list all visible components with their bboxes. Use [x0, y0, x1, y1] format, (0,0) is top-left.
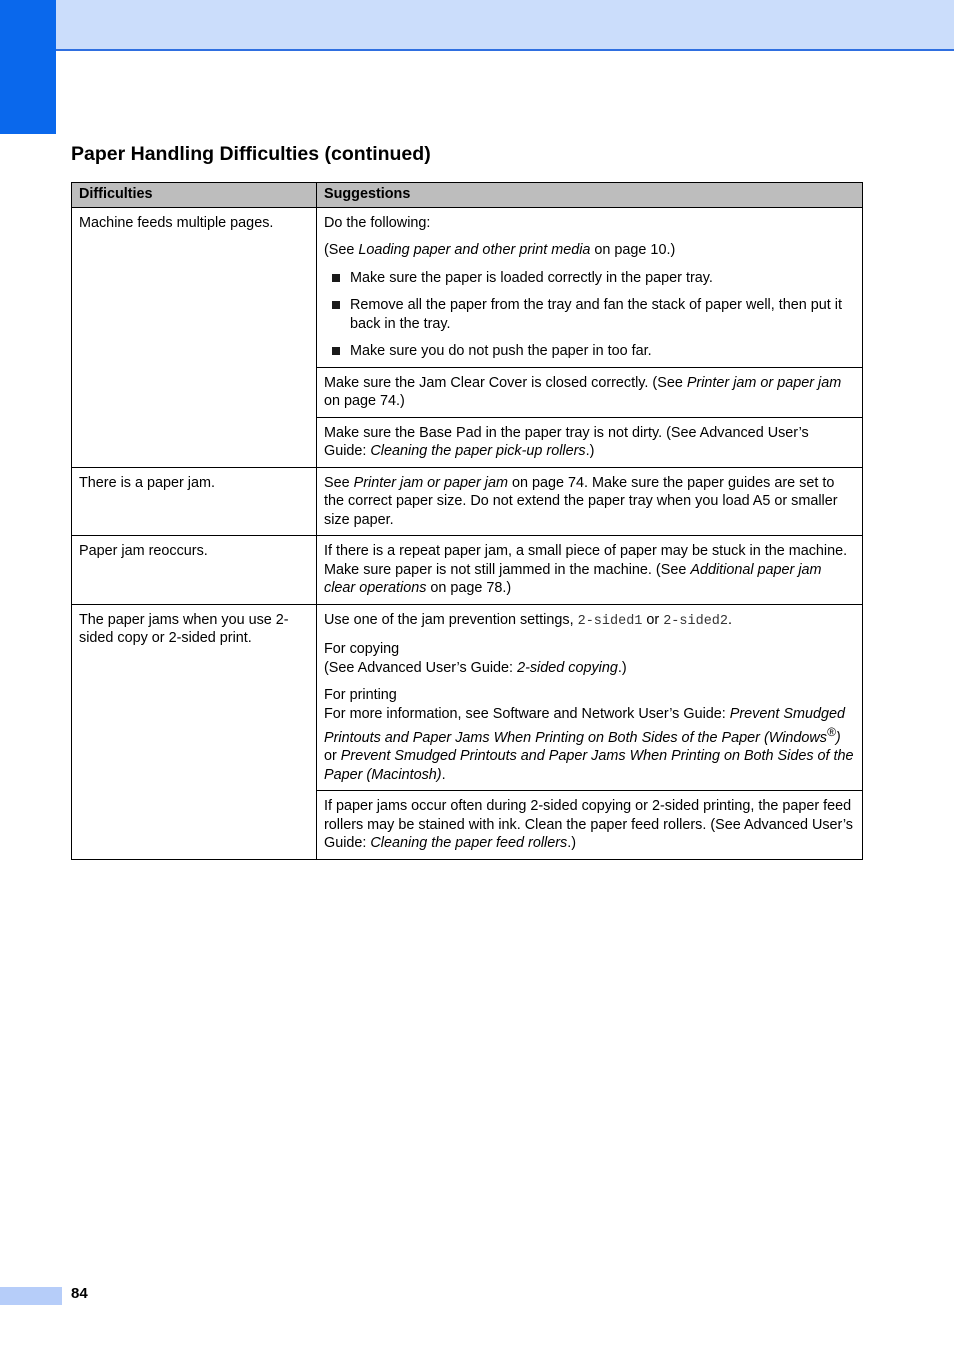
suggestion-cell: See Printer jam or paper jam on page 74. Make sure the paper guides are set to the correct paper size. Do not extend the paper tray when you load A5 or smaller size paper.: [317, 467, 863, 536]
list-item: Remove all the paper from the tray and fan the stack of paper well, then put it back in the tray.: [324, 296, 855, 333]
copying-section: For copying (See Advanced User’s Guide: 2-sided copying.): [324, 641, 627, 676]
suggestion-cell: If paper jams occur often during 2-sided copying or 2-sided printing, the paper feed rollers may be stained with ink. Clean the paper feed rollers. (See Advanced User’s Guide: Cleaning the paper feed rollers.): [317, 791, 863, 860]
suggestion-cell: Make sure the Base Pad in the paper tray is not dirty. (See Advanced User’s Guide: Cleaning the paper pick-up rollers.): [317, 417, 863, 467]
difficulty-cell: Machine feeds multiple pages.: [72, 207, 317, 467]
difficulty-cell: Paper jam reoccurs.: [72, 536, 317, 605]
header-difficulties: Difficulties: [72, 183, 317, 208]
suggestion-reference: (See Loading paper and other print media on page 10.): [324, 242, 676, 258]
suggestion-list: [324, 269, 855, 361]
square-bullet-icon: [332, 274, 340, 282]
table-row: [72, 604, 863, 791]
difficulty-cell: The paper jams when you use 2-sided copy or 2-sided print.: [72, 604, 317, 859]
footer-band: [0, 1287, 62, 1305]
header-suggestions: Suggestions: [317, 183, 863, 208]
setting-2-sided1: 2-sided1: [577, 613, 643, 629]
jam-prevention-settings: Use one of the jam prevention settings, 2-sided1 or 2-sided2.: [324, 611, 733, 629]
troubleshooting-table: [71, 182, 863, 860]
square-bullet-icon: [332, 301, 340, 309]
suggestion-intro: Do the following:: [324, 214, 431, 231]
suggestion-cell: [317, 207, 863, 367]
table-row: [72, 207, 863, 367]
page-number: 84: [71, 1285, 88, 1302]
difficulty-cell: There is a paper jam.: [72, 467, 317, 536]
chapter-tab: [0, 0, 56, 134]
table-row: [72, 536, 863, 605]
page-title: Paper Handling Difficulties (continued): [71, 143, 431, 165]
suggestion-cell: Make sure the Jam Clear Cover is closed correctly. (See Printer jam or paper jam on page 74.): [317, 367, 863, 417]
square-bullet-icon: [332, 347, 340, 355]
suggestion-cell: If there is a repeat paper jam, a small piece of paper may be stuck in the machine. Make sure paper is not still jammed in the machine. (See Additional paper jam clear operations on page 78.): [317, 536, 863, 605]
setting-2-sided2: 2-sided2: [663, 613, 729, 629]
list-item: Make sure you do not push the paper in too far.: [324, 342, 855, 361]
table-header-row: [72, 183, 863, 208]
header-band: [0, 0, 954, 51]
list-item: Make sure the paper is loaded correctly in the paper tray.: [324, 269, 855, 288]
table-row: [72, 467, 863, 536]
printing-section: For printing For more information, see Software and Network User’s Guide: Prevent Smudged Printouts and Paper Jams When Printing on Both Sides of the Paper (Windows®) or Prevent Smudged Printouts and Paper Jams When Printing on Both Sides of the Paper (Macintosh).: [324, 687, 854, 783]
suggestion-cell: [317, 604, 863, 791]
